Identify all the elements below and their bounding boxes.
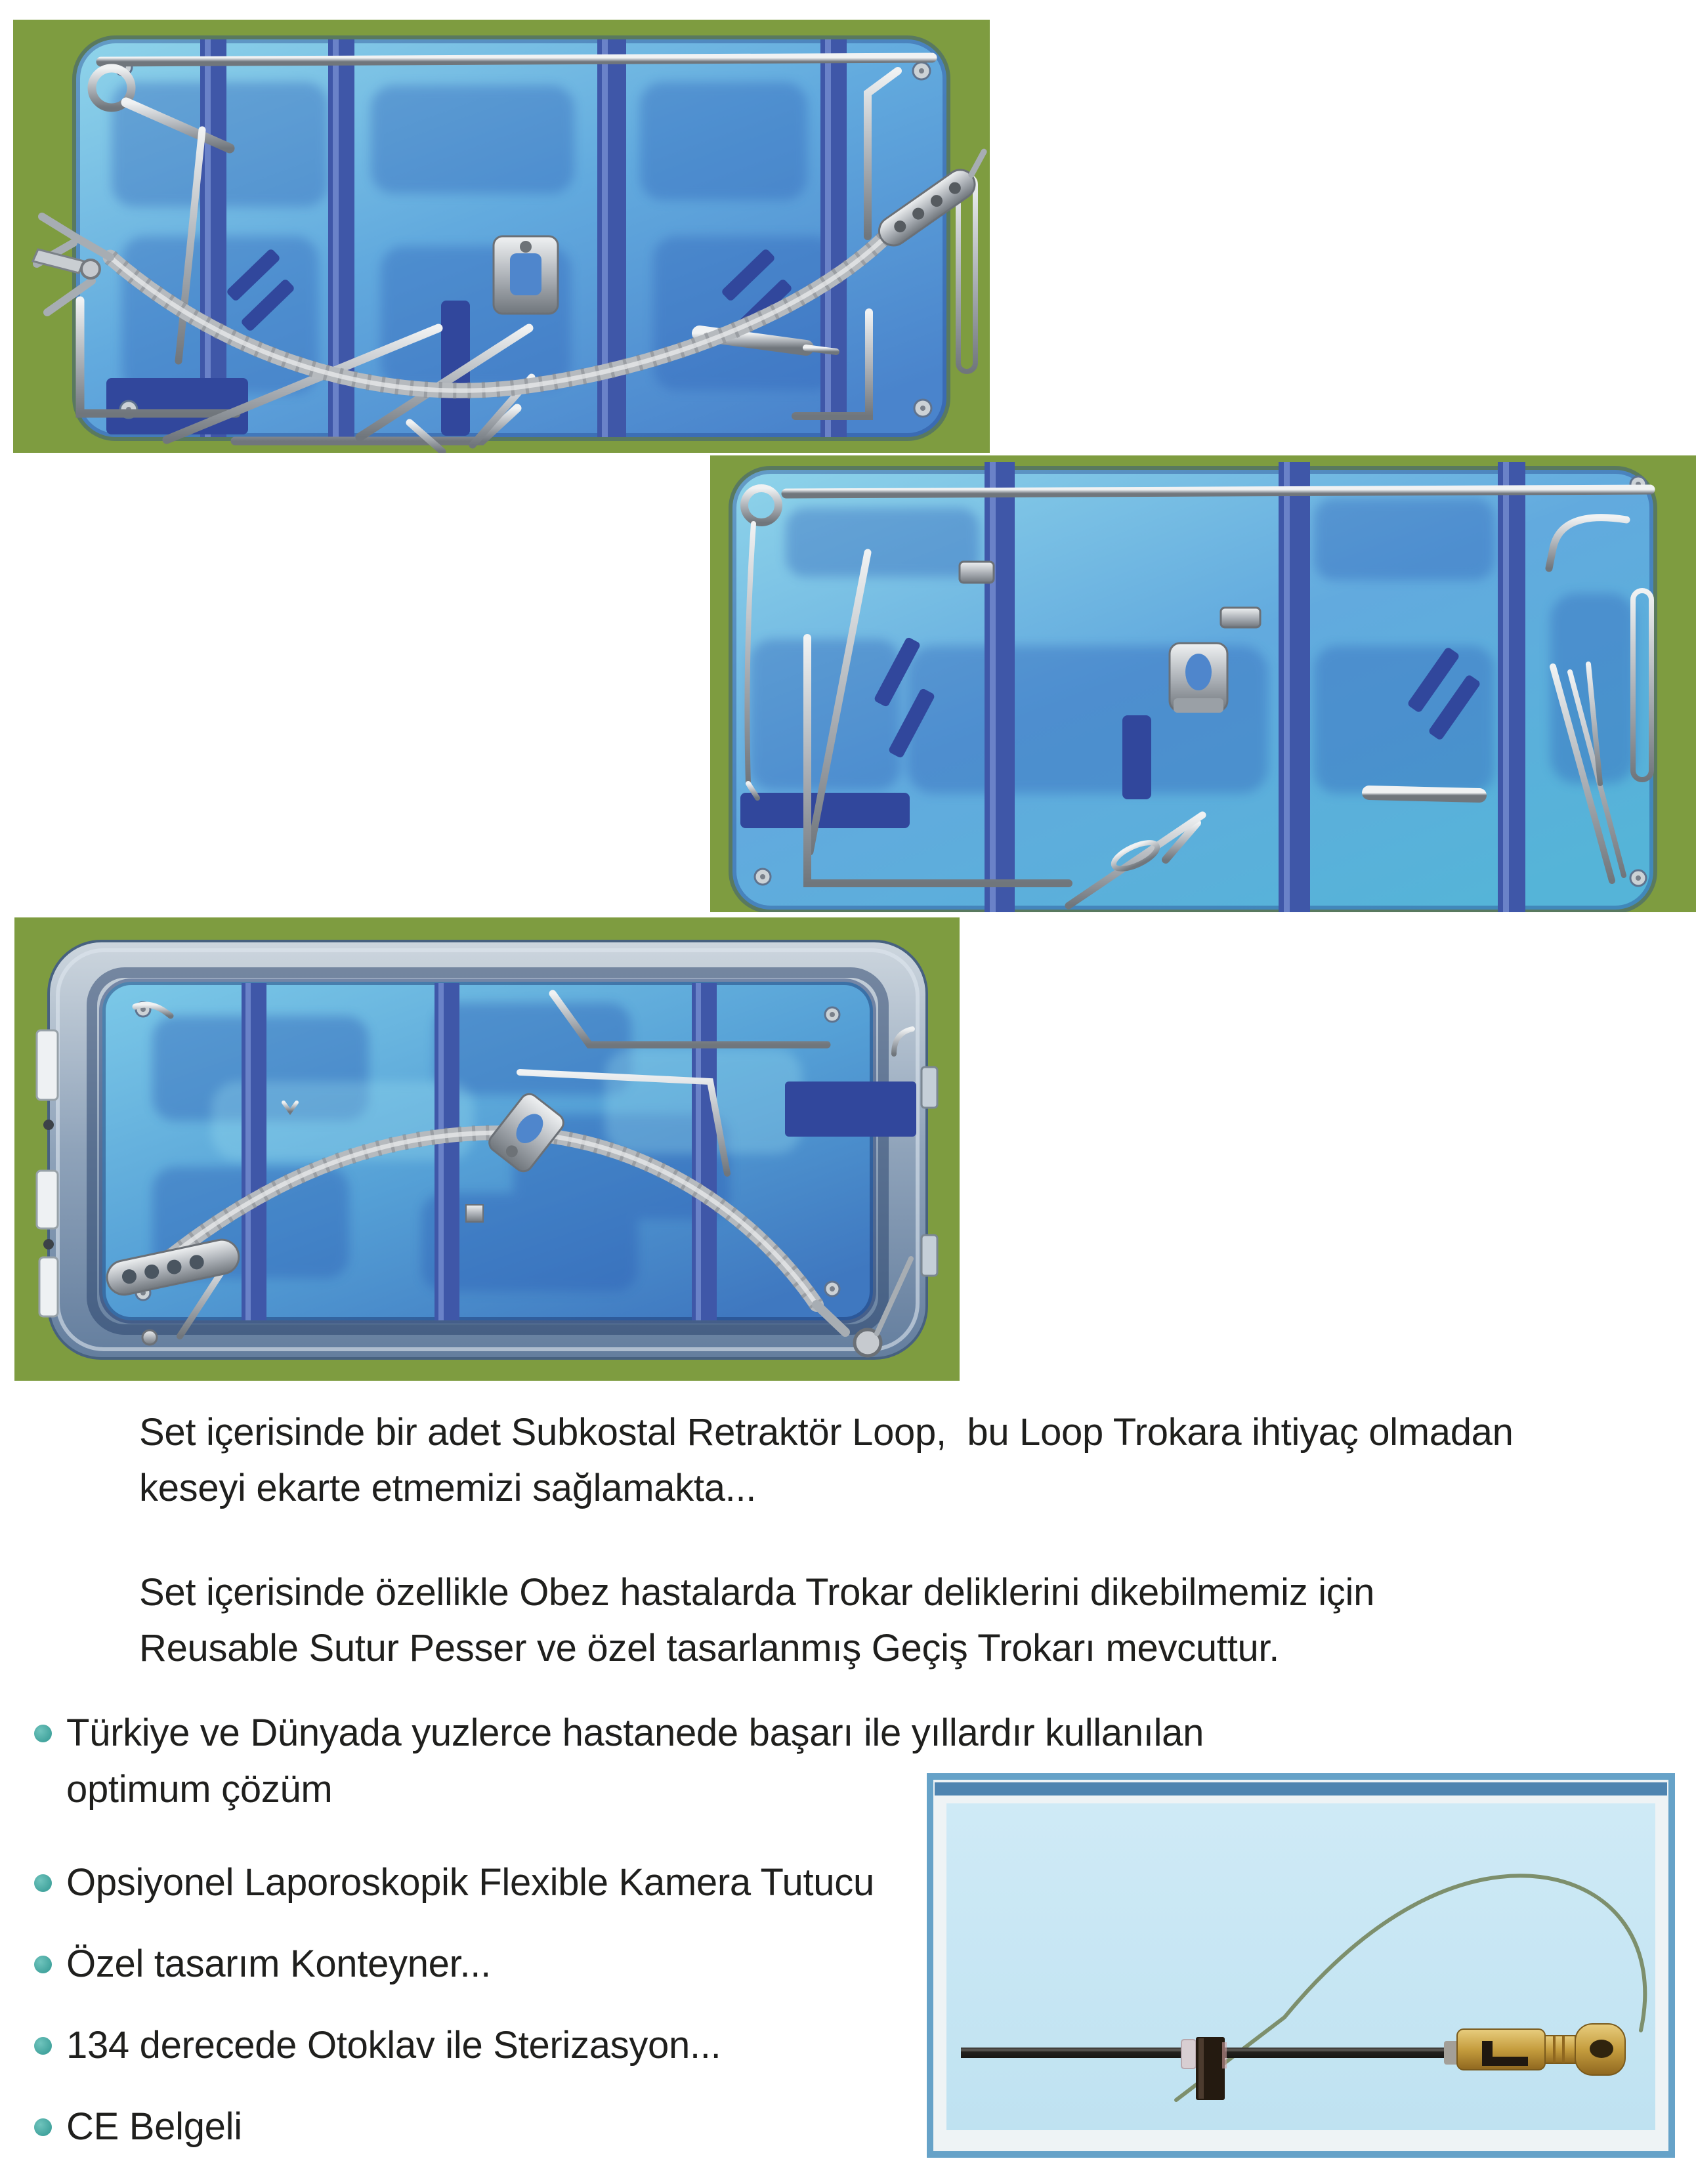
center-buckle xyxy=(494,236,558,314)
brass-handle xyxy=(1457,2024,1625,2075)
bullet-dot-icon xyxy=(34,1725,52,1742)
bullet-dot-icon xyxy=(34,1874,52,1892)
suture-passer-illustration xyxy=(927,1773,1675,2158)
shaft-collar xyxy=(1181,2040,1196,2068)
bullet-dot-icon xyxy=(34,2118,52,2136)
list-item-text xyxy=(66,2099,242,2155)
sterilization-container-photo xyxy=(14,917,960,1381)
instrument-tray-photo-1 xyxy=(13,20,990,453)
center-buckle xyxy=(1170,643,1227,713)
depth-stop-block xyxy=(1196,2037,1227,2100)
paragraph-line: Reusable Sutur Pesser ve özel tasarlanmış Geçiş Trokarı mevcuttur. xyxy=(139,1627,1280,1670)
shaft-coupler xyxy=(1444,2041,1458,2065)
list-item-text xyxy=(66,2017,721,2074)
list-item-line: Türkiye ve Dünyada yuzlerce hastanede başarı ile yıllardır kullanılan xyxy=(66,1712,1204,1754)
list-item-text xyxy=(66,1855,874,1911)
list-item-text xyxy=(66,1936,491,1992)
list-item-line: Opsiyonel Laporoskopik Flexible Kamera Tutucu xyxy=(66,1861,874,1904)
tray-1-illustration xyxy=(13,20,990,453)
paragraph-line: Set içerisinde bir adet Subkostal Retraktör Loop, bu Loop Trokara ihtiyaç olmadan xyxy=(139,1411,1514,1454)
instrument-tray-photo-2 xyxy=(710,455,1696,912)
list-item-line: 134 derecede Otoklav ile Sterizasyon... xyxy=(66,2024,721,2067)
paragraph-subkostal-retraktor xyxy=(139,1404,1514,1516)
paragraph-line: keseyi ekarte etmemizi sağlamakta... xyxy=(139,1467,757,1509)
list-item-line: Özel tasarım Konteyner... xyxy=(66,1942,491,1985)
bullet-dot-icon xyxy=(34,2037,52,2055)
paragraph-line: Set içerisinde özellikle Obez hastalarda Trokar deliklerini dikebilmemiz için xyxy=(139,1571,1375,1614)
list-item-line: CE Belgeli xyxy=(66,2105,242,2148)
paragraph-sutur-pesser xyxy=(139,1564,1374,1676)
suture-passer-photo xyxy=(927,1773,1675,2158)
tray-2-illustration xyxy=(710,455,1696,912)
container-illustration xyxy=(14,917,960,1381)
bullet-dot-icon xyxy=(34,1956,52,1973)
list-item-line: optimum çözüm xyxy=(66,1768,333,1811)
